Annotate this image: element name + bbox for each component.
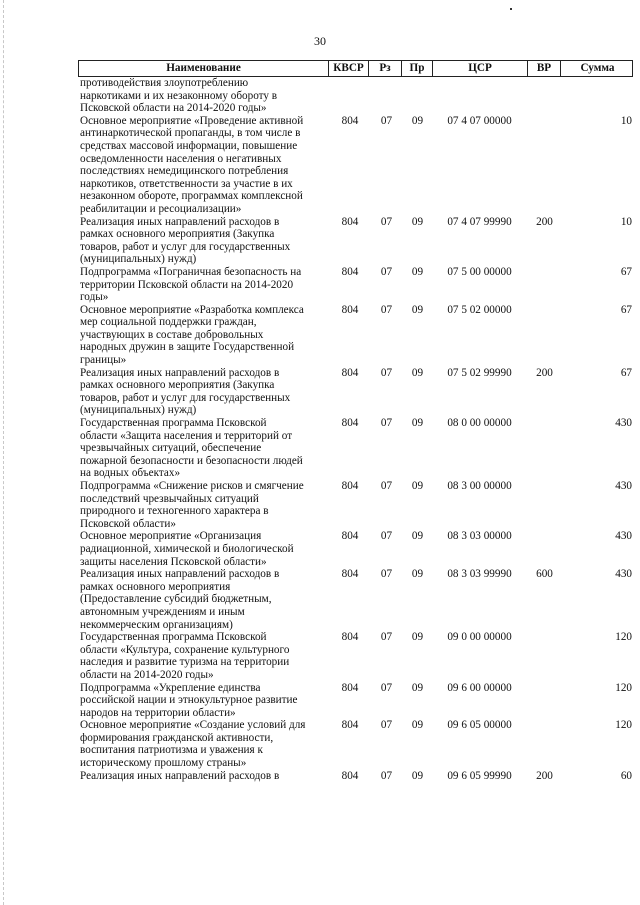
- scan-speck: [510, 8, 512, 10]
- table-row: [78, 568, 633, 631]
- table-row: [78, 682, 633, 720]
- row-csr: 08 3 00 00000: [447, 480, 512, 492]
- row-kvsr: 804: [341, 114, 359, 127]
- row-pr: 09: [411, 303, 424, 316]
- row-rz: 07: [380, 480, 393, 492]
- row-pr: 09: [411, 215, 424, 228]
- table-row: [78, 304, 633, 367]
- row-csr: 08 0 00 00000: [447, 417, 512, 430]
- row-csr: 08 3 03 00000: [447, 530, 512, 543]
- row-rz: 07: [380, 769, 393, 782]
- row-csr: 08 3 03 99990: [447, 568, 512, 581]
- row-csr: 09 6 05 99990: [447, 769, 512, 782]
- row-vr: 200: [536, 769, 553, 782]
- row-kvsr: 804: [341, 530, 359, 543]
- row-pr: 09: [411, 417, 424, 430]
- row-pr: 09: [411, 480, 424, 492]
- table-body: [78, 77, 633, 782]
- row-pr: 09: [411, 681, 424, 694]
- row-name: Реализация иных направлений расходов в рамках основного мероприятия (Закупка товаров, работ и услуг для государственных (муниципальных) нужд): [80, 215, 291, 266]
- table-row: [78, 367, 633, 417]
- row-kvsr: 804: [341, 631, 359, 644]
- row-rz: 07: [380, 114, 393, 127]
- row-sum: 10: [620, 215, 632, 228]
- row-sum: 10: [620, 114, 632, 127]
- row-rz: 07: [380, 568, 393, 581]
- table-row: [78, 417, 633, 480]
- row-name: Подпрограмма «Пограничная безопасность на территории Псковской области на 2014-2020 годы»: [80, 265, 302, 304]
- row-pr: 09: [411, 366, 424, 379]
- row-vr: 600: [536, 568, 553, 581]
- row-sum: 120: [615, 681, 632, 694]
- row-kvsr: 804: [341, 568, 359, 581]
- row-sum: 120: [615, 631, 632, 644]
- table-row: [78, 480, 633, 530]
- row-rz: 07: [380, 719, 393, 732]
- row-sum: 67: [620, 366, 632, 379]
- row-sum: 430: [615, 417, 632, 430]
- row-sum: 430: [615, 568, 632, 581]
- row-csr: 07 5 00 00000: [447, 265, 512, 278]
- row-csr: 09 6 05 00000: [447, 719, 512, 732]
- row-kvsr: 804: [341, 366, 359, 379]
- row-name: Основное мероприятие «Создание условий для формирования гражданской активности, воспитания патриотизма и уважения к историческому прошлому страны»: [80, 719, 306, 770]
- row-pr: 09: [411, 530, 424, 543]
- header-rz: Рз: [369, 61, 402, 76]
- row-kvsr: 804: [341, 480, 359, 492]
- row-sum: 67: [620, 303, 632, 316]
- table-row: [78, 631, 633, 681]
- table-row: [78, 770, 633, 783]
- table-row: [78, 77, 633, 115]
- row-sum: 60: [620, 769, 632, 782]
- row-rz: 07: [380, 303, 393, 316]
- header-vr: ВР: [528, 61, 561, 76]
- row-csr: 07 5 02 00000: [447, 303, 512, 316]
- row-kvsr: 804: [341, 719, 359, 732]
- row-kvsr: 804: [341, 417, 359, 430]
- row-vr: 200: [536, 366, 553, 379]
- row-rz: 07: [380, 681, 393, 694]
- row-csr: 07 4 07 00000: [447, 114, 512, 127]
- row-name: Подпрограмма «Укрепление единства российской нации и этнокультурное развитие народов на территории области»: [80, 681, 298, 719]
- row-kvsr: 804: [341, 681, 359, 694]
- row-pr: 09: [411, 568, 424, 581]
- page-number: 30: [314, 34, 326, 48]
- row-rz: 07: [380, 417, 393, 430]
- row-name: противодействия злоупотреблению наркотиками и их незаконному обороту в Псковской области на 2014-2020 годы»: [80, 77, 278, 115]
- table-row: [78, 266, 633, 304]
- row-pr: 09: [411, 114, 424, 127]
- table-row: [78, 530, 633, 568]
- row-sum: 67: [620, 265, 632, 278]
- row-csr: 09 6 00 00000: [447, 681, 512, 694]
- table-header: [78, 60, 633, 77]
- row-pr: 09: [411, 265, 424, 278]
- row-rz: 07: [380, 215, 393, 228]
- row-sum: 120: [615, 719, 632, 732]
- header-kvsr: КВСР: [329, 61, 369, 76]
- row-name: Подпрограмма «Снижение рисков и смягчение последствий чрезвычайных ситуаций природного и техногенного характера в Псковской области»: [80, 480, 304, 530]
- row-pr: 09: [411, 769, 424, 782]
- header-sum: Сумма: [580, 62, 615, 74]
- table-row: [78, 115, 633, 216]
- row-name: Реализация иных направлений расходов в рамках основного мероприятия (Закупка товаров, работ и услуг для государственных (муниципальных) нужд): [80, 366, 291, 417]
- row-name: Государственная программа Псковской области «Культура, сохранение культурного наследия и развитие туризма на территории области на 2014-2020 годы»: [80, 631, 290, 681]
- row-sum: 430: [615, 530, 632, 543]
- budget-table: [78, 60, 633, 782]
- scan-edge: [3, 0, 5, 905]
- row-name: Реализация иных направлений расходов в рамках основного мероприятия (Предоставление субсидий бюджетным, автономным учреждениям и иным некоммерческим организациям): [80, 568, 280, 631]
- table-row: [78, 216, 633, 266]
- row-rz: 07: [380, 265, 393, 278]
- row-name: Основное мероприятие «Организация радиационной, химической и биологической защиты населения Псковской области»: [80, 530, 294, 568]
- row-csr: 07 4 07 99990: [447, 215, 512, 228]
- row-csr: 09 0 00 00000: [447, 631, 512, 644]
- table-row: [78, 719, 633, 769]
- row-pr: 09: [411, 631, 424, 644]
- row-rz: 07: [380, 366, 393, 379]
- header-csr: ЦСР: [433, 61, 528, 76]
- row-name: Основное мероприятие «Разработка комплекса мер социальной поддержки граждан, участвующих в составе добровольных народных дружин в защите Государственной границы»: [80, 303, 304, 367]
- row-name: Государственная программа Псковской области «Защита населения и территорий от чрезвычайных ситуаций, обеспечение пожарной безопасности и безопасности людей на водных объектах»: [80, 417, 303, 480]
- row-kvsr: 804: [341, 769, 359, 782]
- row-pr: 09: [411, 719, 424, 732]
- row-name: Реализация иных направлений расходов в: [80, 769, 280, 782]
- row-csr: 07 5 02 99990: [447, 366, 512, 379]
- row-sum: 430: [615, 480, 632, 492]
- row-name: Основное мероприятие «Проведение активной антинаркотической пропаганды, в том числе в средствах массовой информации, повышение осведомленности населения о негативных последствиях немедицинского потребления наркотиков, ответственности за участие в их незаконном обороте, программах комплексной реабилитации и ресоциализации»: [80, 114, 304, 215]
- row-rz: 07: [380, 631, 393, 644]
- row-kvsr: 804: [341, 303, 359, 316]
- row-rz: 07: [380, 530, 393, 543]
- row-vr: 200: [536, 215, 553, 228]
- header-pr: Пр: [402, 61, 433, 76]
- header-name: Наименование: [79, 61, 329, 76]
- row-kvsr: 804: [341, 265, 359, 278]
- row-kvsr: 804: [341, 215, 359, 228]
